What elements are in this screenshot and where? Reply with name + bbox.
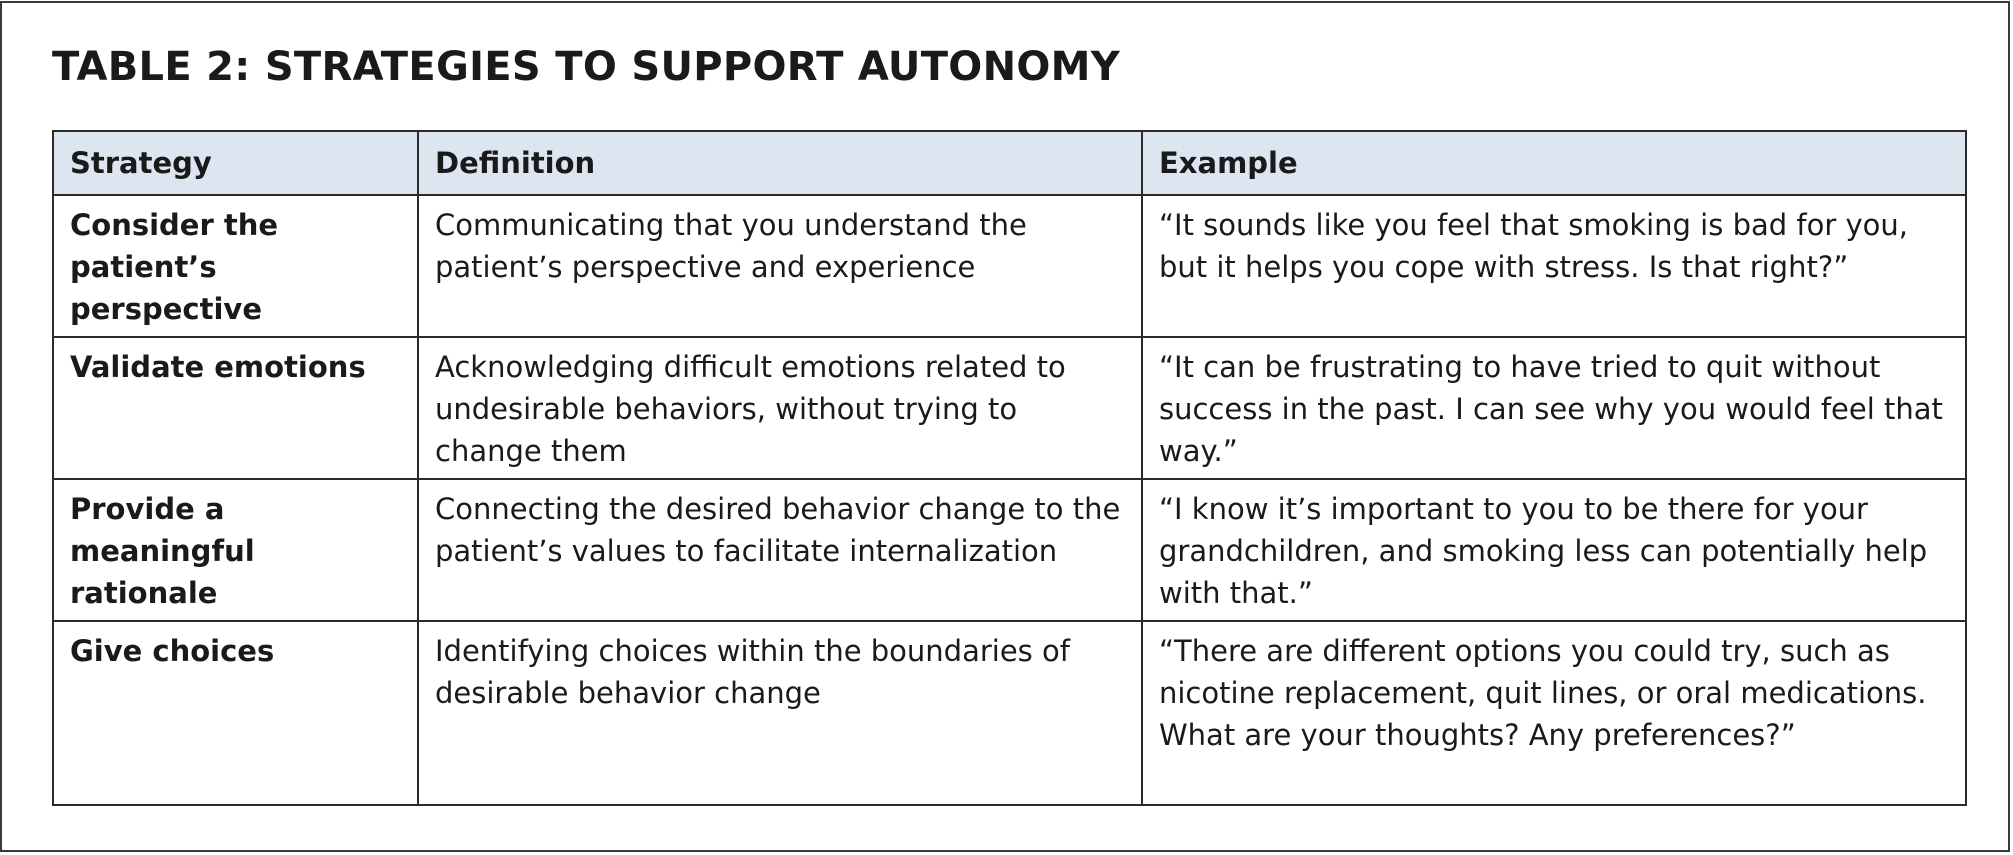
table-row — [53, 479, 1966, 621]
table-row — [53, 621, 1966, 805]
strategies-table — [52, 130, 1967, 806]
strategy-cell: Consider the patient’s perspective — [53, 195, 418, 337]
strategy-cell: Validate emotions — [53, 337, 418, 479]
page-title: TABLE 2: STRATEGIES TO SUPPORT AUTONOMY — [52, 44, 1121, 90]
column-header-strategy: Strategy — [53, 131, 418, 195]
column-header-example: Example — [1142, 131, 1966, 195]
example-cell: “I know it’s important to you to be there for your grandchildren, and smoking less can potentially help with that.” — [1142, 479, 1966, 621]
table-row — [53, 195, 1966, 337]
example-cell: “There are different options you could try, such as nicotine replacement, quit lines, or oral medications. What are your thoughts? Any preferences?” — [1142, 621, 1966, 805]
column-header-definition: Definition — [418, 131, 1142, 195]
strategy-cell: Provide a meaningful rationale — [53, 479, 418, 621]
definition-cell: Connecting the desired behavior change to the patient’s values to facilitate internalization — [418, 479, 1142, 621]
example-cell: “It sounds like you feel that smoking is bad for you, but it helps you cope with stress. Is that right?” — [1142, 195, 1966, 337]
strategy-cell: Give choices — [53, 621, 418, 805]
table-header-row — [53, 131, 1966, 195]
definition-cell: Acknowledging difficult emotions related to undesirable behaviors, without trying to change them — [418, 337, 1142, 479]
table-row — [53, 337, 1966, 479]
definition-cell: Identifying choices within the boundaries of desirable behavior change — [418, 621, 1142, 805]
example-cell: “It can be frustrating to have tried to quit without success in the past. I can see why you would feel that way.” — [1142, 337, 1966, 479]
definition-cell: Communicating that you understand the patient’s perspective and experience — [418, 195, 1142, 337]
